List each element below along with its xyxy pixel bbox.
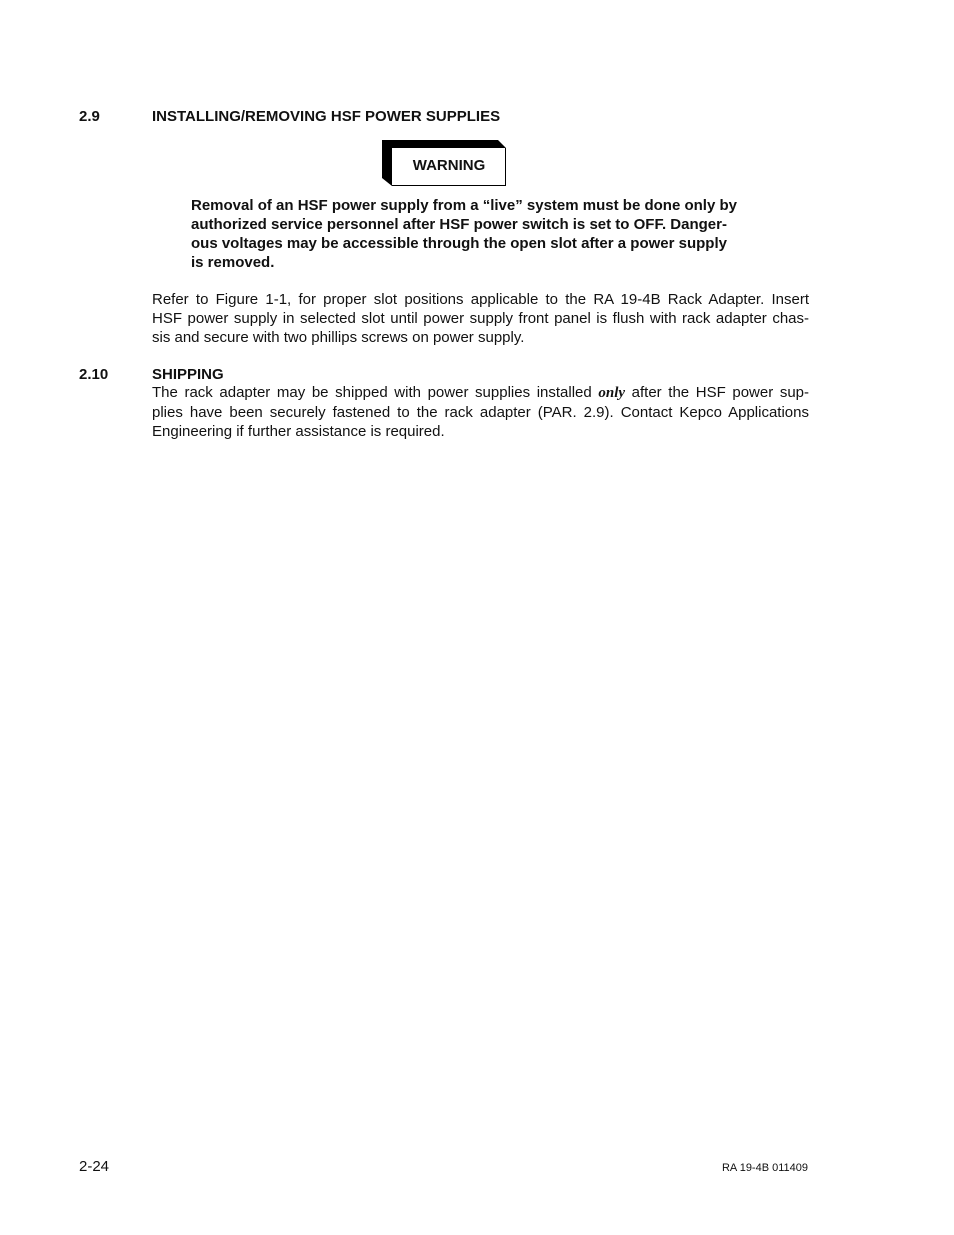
section-2-10-body bbox=[152, 383, 809, 441]
warning-line: Removal of an HSF power supply from a “live” system must be done only by bbox=[191, 197, 737, 214]
body-line: Engineering if further assistance is required. bbox=[152, 423, 445, 440]
document-id: RA 19-4B 011409 bbox=[721, 1162, 808, 1174]
section-2-9-body bbox=[152, 290, 809, 347]
body-line: Refer to Figure 1-1, for proper slot positions applicable to the RA 19-4B Rack Adapter. Insert bbox=[152, 291, 809, 308]
warning-line: authorized service personnel after HSF power switch is set to OFF. Danger- bbox=[191, 216, 727, 233]
warning-label: WARNING bbox=[412, 157, 486, 174]
body-line: HSF power supply in selected slot until power supply front panel is flush with rack adapter chas- bbox=[152, 310, 809, 327]
body-line: plies have been securely fastened to the rack adapter (PAR. 2.9). Contact Kepco Applications bbox=[152, 404, 809, 421]
page-number: 2-24 bbox=[79, 1158, 110, 1175]
section-number: 2.10 bbox=[79, 366, 109, 383]
body-text: The rack adapter may be shipped with power supplies installed bbox=[152, 384, 599, 401]
warning-text bbox=[191, 196, 757, 272]
body-line bbox=[152, 383, 809, 403]
section-number: 2.9 bbox=[79, 108, 100, 125]
section-title: INSTALLING/REMOVING HSF POWER SUPPLIES bbox=[152, 108, 501, 125]
body-text: after the HSF power sup- bbox=[625, 384, 809, 401]
warning-line: ous voltages may be accessible through the open slot after a power supply bbox=[191, 235, 727, 252]
warning-label-box bbox=[382, 140, 506, 186]
warning-line: is removed. bbox=[191, 254, 275, 271]
body-line: sis and secure with two phillips screws on power supply. bbox=[152, 329, 525, 346]
emphasis-text: only bbox=[598, 385, 626, 401]
section-title: SHIPPING bbox=[152, 366, 224, 383]
